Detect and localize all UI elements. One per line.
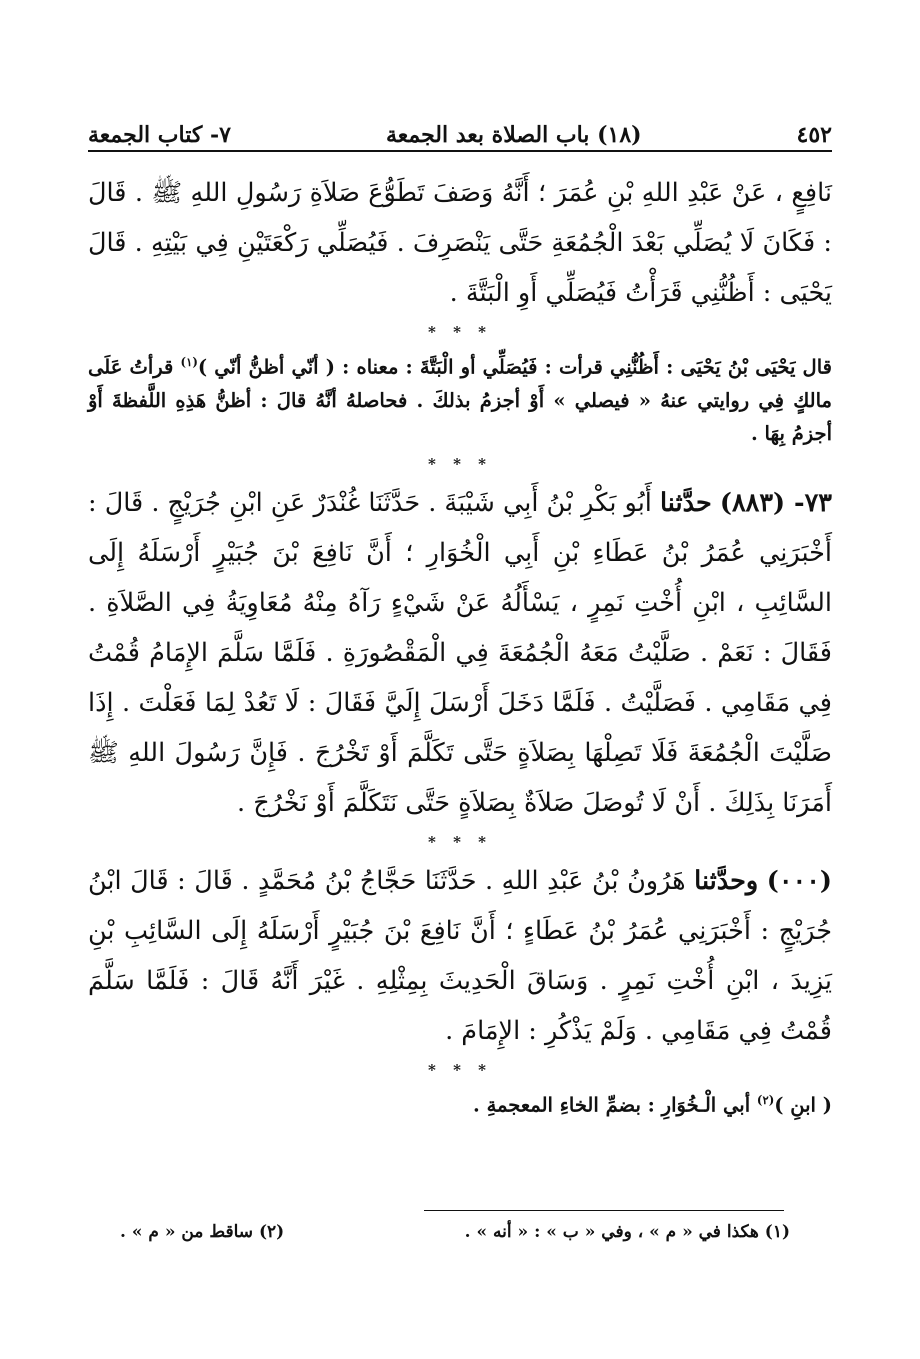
page-number: ٤٥٢ [796, 122, 832, 148]
footnotes [120, 1222, 790, 1242]
footnote-1: (١) هكذا في « م » ، وفي « ب » : « أنه » . [464, 1222, 790, 1242]
note2-text-a: ( ابنِ ) [774, 1093, 832, 1116]
footnote-ref-2: (٢) [756, 1092, 775, 1107]
hadith-73 [88, 478, 832, 828]
hadith-73-lead: حدَّثنا [660, 487, 712, 518]
hadith-73-number: ٧٣- (٨٨٣) [719, 487, 832, 518]
page-header [88, 108, 832, 148]
page-body [88, 168, 832, 1121]
footnote-rule [424, 1210, 784, 1211]
footnote-ref-1: (١) [180, 355, 198, 369]
hadith-b-number: (٠٠٠) [766, 865, 832, 896]
note1-text-b: قرأتُ عَلَى مالكٍ فِي روايتي عنهُ « فيصلي » أَوْ أجزمُ بذلكَ . فحاصلهُ أنَّهُ قالَ : أظنُّ هَذِهِ اللَّفظةَ أَوْ أجزمُ بِهَا . [88, 355, 832, 445]
note2-text-b: أبي الْـخُوَارِ : بضمِّ الخاءِ المعجمةِ . [473, 1093, 751, 1116]
hadith-second-chain [88, 856, 832, 1056]
note1-text-a: قال يَحْيَى بْنُ يَحْيَى : أَظُنُّنِي قرأت : فَيُصَلِّي أو الْبَتَّةَ : معناه : ( أنّي أظنُّ أنّي ) [197, 355, 832, 379]
hadith-continuation: نَافِعٍ ، عَنْ عَبْدِ اللهِ بْنِ عُمَرَ ؛ أَنَّهُ وَصَفَ تَطَوُّعَ صَلاَةِ رَسُولِ اللهِ ﷺ . قَالَ : فَكَانَ لَا يُصَلِّي بَعْدَ الْجُمُعَةِ حَتَّى يَنْصَرِفَ . فَيُصَلِّي رَكْعَتَيْنِ فِي بَيْتِهِ . قَالَ يَحْيَى : أَظُنُّنِي قَرَأْتُ فَيُصَلِّي أَوِ الْبَتَّةَ . [88, 178, 832, 308]
book-title: ٧- كتاب الجمعة [88, 122, 231, 148]
commentary-note-1 [88, 346, 832, 450]
separator-2: * * * [428, 454, 492, 473]
separator-3: * * * [428, 832, 492, 851]
separator-4: * * * [428, 1060, 492, 1079]
hadith-b-lead: وحدَّثنا [694, 865, 759, 896]
separator-1: * * * [428, 323, 492, 341]
header-rule [88, 150, 832, 152]
commentary-note-2 [88, 1084, 832, 1122]
hadith-73-text: أَبُو بَكْرِ بْنُ أَبِي شَيْبَةَ . حَدَّثَنَا غُنْدَرٌ عَنِ ابْنِ جُرَيْجٍ . قَالَ : أَخْبَرَنِي عُمَرُ بْنُ عَطَاءِ بْنِ أَبِي الْخُوَارِ ؛ أَنَّ نَافِعَ بْنَ جُبَيْرٍ أَرْسَلَهُ إِلَى السَّائِبِ ، ابْنِ أُخْتِ نَمِرٍ ، يَسْأَلُهُ عَنْ شَيْءٍ رَآهُ مِنْهُ مُعَاوِيَةُ فِي الصَّلاَةِ . فَقَالَ : نَعَمْ . صَلَّيْتُ مَعَهُ الْجُمُعَةَ فِي الْمَقْصُورَةِ . فَلَمَّا سَلَّمَ الإِمَامُ قُمْتُ فِي مَقَامِي . فَصَلَّيْتُ . فَلَمَّا دَخَلَ أَرْسَلَ إِلَيَّ فَقَالَ : لَا تَعُدْ لِمَا فَعَلْتَ . إِذَا صَلَّيْتَ الْجُمُعَةَ فَلَا تَصِلْهَا بِصَلاَةٍ حَتَّى تَكَلَّمَ أَوْ تَخْرُجَ . فَإِنَّ رَسُولَ اللهِ ﷺ أَمَرَنَا بِذَلِكَ . أَنْ لَا تُوصَلَ صَلاَةٌ بِصَلاَةٍ حَتَّى نَتَكَلَّمَ أَوْ نَخْرُجَ . [88, 487, 832, 818]
footnote-2: (٢) ساقط من « م » . [120, 1222, 285, 1242]
hadith-b-text: هَرُونُ بْنُ عَبْدِ اللهِ . حَدَّثَنَا حَجَّاجُ بْنُ مُحَمَّدٍ . قَالَ : قَالَ ابْنُ جُرَيْجٍ : أَخْبَرَنِي عُمَرُ بْنُ عَطَاءٍ ؛ أَنَّ نَافِعَ بْنَ جُبَيْرٍ أَرْسَلَهُ إِلَى السَّائِبِ بْنِ يَزِيدَ ، ابْنِ أُخْتِ نَمِرٍ . وَسَاقَ الْحَدِيثَ بِمِثْلِهِ . غَيْرَ أَنَّهُ قَالَ : فَلَمَّا سَلَّمَ قُمْتُ فِي مَقَامِي . وَلَمْ يَذْكُرِ : الإِمَامَ . [88, 865, 832, 1046]
chapter-title: (١٨) باب الصلاة بعد الجمعة [385, 122, 642, 148]
